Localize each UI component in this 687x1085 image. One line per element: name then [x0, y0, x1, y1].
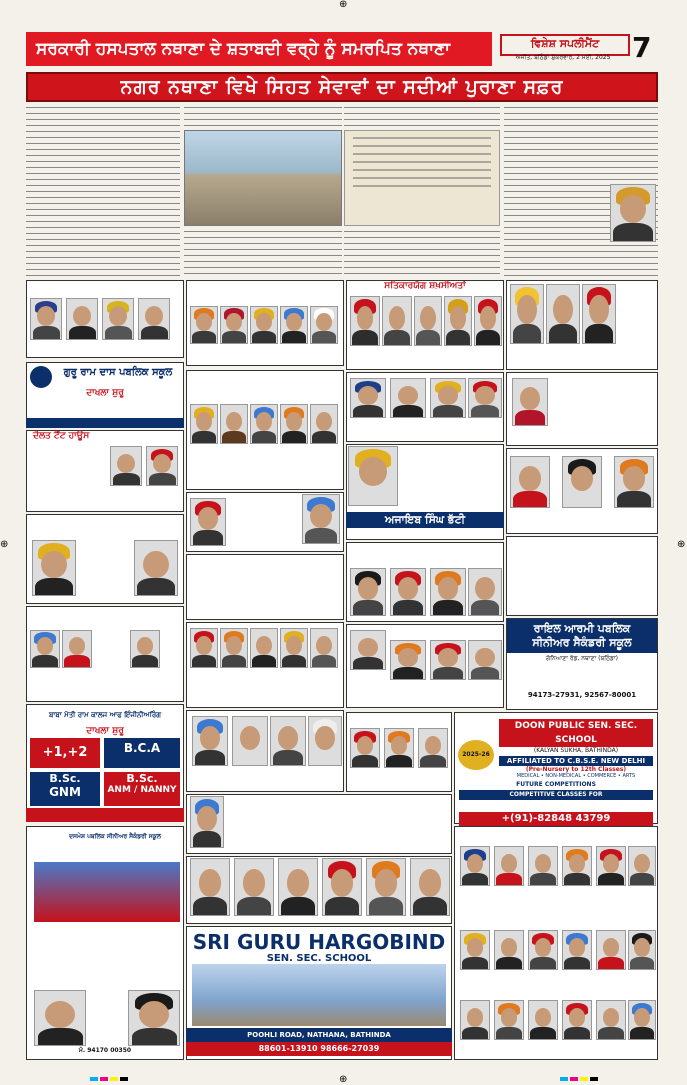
- portrait: [220, 306, 248, 344]
- portrait: [30, 298, 62, 340]
- doon-streams: MEDICAL • NON-MEDICAL • COMMERCE • ARTS: [516, 773, 636, 779]
- crop-mark-bottom: ⊕: [339, 1074, 348, 1085]
- portrait: [468, 568, 502, 616]
- royal-army-school-ad: [506, 618, 658, 710]
- crop-mark-right: ⊕: [677, 539, 686, 550]
- portrait: [528, 1000, 558, 1040]
- portrait: [190, 404, 218, 444]
- portrait: [308, 716, 342, 766]
- main-banner: ਨਗਰ ਨਥਾਣਾ ਵਿਖੇ ਸਿਹਤ ਸੇਵਾਵਾਂ ਦਾ ਸਦੀਆਂ ਪੁਰਾਣਾ ਸਫ਼ਰ: [26, 72, 658, 102]
- dashmesh-phone: ਮੋ. 94170 00350: [78, 1047, 132, 1054]
- portrait: [34, 990, 86, 1046]
- royal-army-phone: 94173-27931, 92567-80001: [527, 691, 637, 699]
- ad-greetings-8: [186, 554, 344, 620]
- portrait: [66, 298, 98, 340]
- portrait: [350, 378, 386, 418]
- portrait: [512, 378, 548, 426]
- course-bca: B.C.A: [104, 738, 180, 768]
- crop-mark-left: ⊕: [0, 539, 9, 550]
- portrait: [430, 378, 466, 418]
- portrait: [348, 446, 398, 506]
- bsc-label-2: B.Sc.: [126, 772, 158, 785]
- portrait: [128, 990, 180, 1046]
- registration-mark: [580, 1077, 588, 1081]
- article-column-2-bottom: [184, 228, 342, 276]
- doon-location: (KALYAN SUKHA, BATHINDA): [533, 747, 619, 754]
- ad-greetings-7: [506, 536, 658, 616]
- portrait: [460, 1000, 490, 1040]
- portrait: [390, 640, 426, 680]
- phone-strip: [26, 418, 184, 428]
- portrait: [138, 298, 170, 340]
- portrait: [562, 1000, 592, 1040]
- portrait: [444, 296, 472, 346]
- portrait: [280, 628, 308, 668]
- portrait: [468, 640, 502, 680]
- portrait: [134, 540, 178, 596]
- portrait: [220, 628, 248, 668]
- course-bsc-anm: [104, 772, 180, 806]
- portrait: [414, 296, 442, 346]
- dashmesh-students-photo: [34, 862, 180, 922]
- portrait: [62, 630, 92, 668]
- portrait: [510, 456, 550, 508]
- portrait: [270, 716, 306, 766]
- portrait: [30, 630, 60, 668]
- article-column-3-top: [344, 104, 500, 128]
- portrait: [430, 640, 466, 680]
- portrait: [390, 568, 426, 616]
- portrait: [460, 846, 490, 886]
- portrait: [562, 930, 592, 970]
- portrait: [494, 930, 524, 970]
- portrait: [418, 728, 448, 768]
- portrait: [628, 1000, 656, 1040]
- portrait: [192, 716, 228, 766]
- portrait: [310, 628, 338, 668]
- doon-school-name: DOON PUBLIC SEN. SEC. SCHOOL: [499, 719, 653, 747]
- article-column-1: [26, 104, 180, 276]
- registration-mark: [560, 1077, 568, 1081]
- dateline: ਅਜੀਤ, ਬਠਿੰਡਾ ਸ਼ੁੱਕਰਵਾਰ, 2 ਮਈ, 2025: [515, 54, 611, 61]
- school-name: ਗੁਰੂ ਰਾਮ ਦਾਸ ਪਬਲਿਕ ਸਕੂਲ: [63, 367, 173, 378]
- portrait: [562, 456, 602, 508]
- sgh-school-sub: SEN. SEC. SCHOOL: [266, 953, 372, 964]
- doon-classes: (Pre-Nursery to 12th Classes): [525, 766, 627, 773]
- portrait: [468, 378, 502, 418]
- royal-army-school-name-1: ਰਾਇਲ ਆਰਮੀ ਪਬਲਿਕ: [507, 619, 657, 636]
- dashmesh-school-name: ਦਸਮੇਸ਼ ਪਬਲਿਕ ਸੀਨੀਅਰ ਸੈਕੰਡਰੀ ਸਕੂਲ: [69, 833, 161, 840]
- portrait: [310, 404, 338, 444]
- portrait: [596, 846, 626, 886]
- supplement-box: [488, 32, 658, 66]
- ajaib-singh-name: ਅਜਾਇਬ ਸਿੰਘ ਭੱਟੀ: [346, 512, 504, 528]
- admission-open-label-2: ਦਾਖਲਾ ਸ਼ੁਰੂ: [86, 726, 124, 736]
- hospital-photo: [184, 130, 342, 226]
- portrait: [384, 728, 414, 768]
- portrait: [474, 296, 502, 346]
- institute-name: ਬਾਬਾ ਮੋਤੀ ਰਾਮ ਕਾਲਜ ਆਫ ਇੰਜੀਨੀਅਰਿੰਗ: [48, 711, 162, 719]
- course-bsc-gnm: [30, 772, 100, 806]
- portrait: [390, 378, 426, 418]
- portrait: [366, 858, 406, 916]
- portrait: [32, 540, 76, 596]
- course-plus-two: +1,+2: [30, 738, 100, 768]
- portrait: [232, 716, 268, 766]
- doon-affiliation: AFFILIATED TO C.B.S.E. NEW DELHI: [499, 756, 653, 766]
- portrait: [278, 858, 318, 916]
- ad-greetings-15: [186, 794, 452, 854]
- respected-people-heading: ਸਤਿਕਾਰਯੋਗ ਸ਼ਖ਼ਸੀਅਤਾਂ: [384, 281, 466, 291]
- portrait: [460, 930, 490, 970]
- portrait: [350, 296, 380, 346]
- portrait: [250, 306, 278, 344]
- registration-mark: [90, 1077, 98, 1081]
- portrait: [350, 630, 386, 670]
- portrait: [596, 930, 626, 970]
- portrait: [528, 846, 558, 886]
- doon-competitive: COMPETITIVE CLASSES FOR: [459, 790, 653, 800]
- sgh-school-name: SRI GURU HARGOBIND: [192, 930, 446, 954]
- page-number: 7: [632, 31, 652, 64]
- portrait: [350, 728, 380, 768]
- portrait: [190, 306, 218, 344]
- portrait: [596, 1000, 626, 1040]
- portrait: [510, 284, 544, 344]
- portrait: [190, 858, 230, 916]
- phone-strip-2: [26, 808, 184, 822]
- portrait: [190, 498, 226, 546]
- portrait: [628, 846, 656, 886]
- portrait: [430, 568, 466, 616]
- portrait: [250, 628, 278, 668]
- anm-label: ANM / NANNY: [107, 785, 177, 795]
- portrait: [494, 1000, 524, 1040]
- royal-army-address: ਗੋਨਿਆਣਾ ਰੋਡ, ਨਥਾਣਾ (ਬਠਿੰਡਾ): [545, 655, 619, 662]
- side-text: [618, 284, 656, 358]
- portrait: [250, 404, 278, 444]
- portrait: [130, 630, 160, 668]
- portrait: [528, 930, 558, 970]
- portrait: [546, 284, 580, 344]
- portrait: [102, 298, 134, 340]
- portrait: [322, 858, 362, 916]
- headline-ribbon: ਸਰਕਾਰੀ ਹਸਪਤਾਲ ਨਥਾਣਾ ਦੇ ਸ਼ਤਾਬਦੀ ਵਰ੍ਹੇ ਨੂੰ ਸਮਰਪਿਤ ਨਥਾਣਾ: [26, 32, 492, 66]
- portrait: [494, 846, 524, 886]
- portrait: [146, 446, 178, 486]
- portrait: [280, 306, 308, 344]
- portrait: [382, 296, 412, 346]
- registration-mark: [590, 1077, 598, 1081]
- portrait: [310, 306, 338, 344]
- sgh-address: POOHLI ROAD, NATHANA, BATHINDA: [186, 1028, 452, 1042]
- supplement-label: ਵਿਸ਼ੇਸ਼ ਸਪਲੀਮੈਂਟ: [500, 34, 630, 56]
- doon-admission-badge: 2025-26: [458, 740, 494, 770]
- registration-mark: [120, 1077, 128, 1081]
- doon-future: FUTURE COMPETITIONS: [516, 781, 596, 788]
- author-photo: [610, 184, 656, 242]
- admission-open-label: ਦਾਖਲਾ ਸ਼ੁਰੂ: [86, 388, 124, 398]
- crop-mark-top: ⊕: [339, 0, 348, 10]
- portrait: [614, 456, 654, 508]
- portrait: [280, 404, 308, 444]
- historic-document-image: [344, 130, 500, 226]
- bsc-label: B.Sc.: [49, 772, 81, 785]
- portrait: [302, 494, 340, 544]
- registration-mark: [110, 1077, 118, 1081]
- gnm-label: GNM: [49, 785, 81, 799]
- portrait: [220, 404, 248, 444]
- portrait: [190, 796, 224, 848]
- tent-house-name: ਦੌਲਤ ਟੈਂਟ ਹਾਊਸ: [33, 431, 90, 441]
- portrait: [562, 846, 592, 886]
- registration-mark: [100, 1077, 108, 1081]
- article-column-3-bottom: [344, 228, 500, 276]
- article-column-2-top: [184, 104, 342, 128]
- school-logo-icon: [30, 366, 52, 388]
- portrait: [410, 858, 450, 916]
- doon-phone: +(91)-82848 43799: [459, 812, 653, 826]
- page-header: [26, 32, 658, 70]
- portrait: [628, 930, 656, 970]
- royal-army-school-name-2: ਸੀਨੀਅਰ ਸੈਕੰਡਰੀ ਸਕੂਲ: [507, 636, 657, 653]
- sgh-school-building-photo: [192, 964, 446, 1026]
- portrait: [234, 858, 274, 916]
- portrait: [190, 628, 218, 668]
- portrait: [110, 446, 142, 486]
- registration-mark: [570, 1077, 578, 1081]
- portrait: [582, 284, 616, 344]
- portrait: [350, 568, 386, 616]
- sgh-phone: 88601-13910 98666-27039: [186, 1042, 452, 1056]
